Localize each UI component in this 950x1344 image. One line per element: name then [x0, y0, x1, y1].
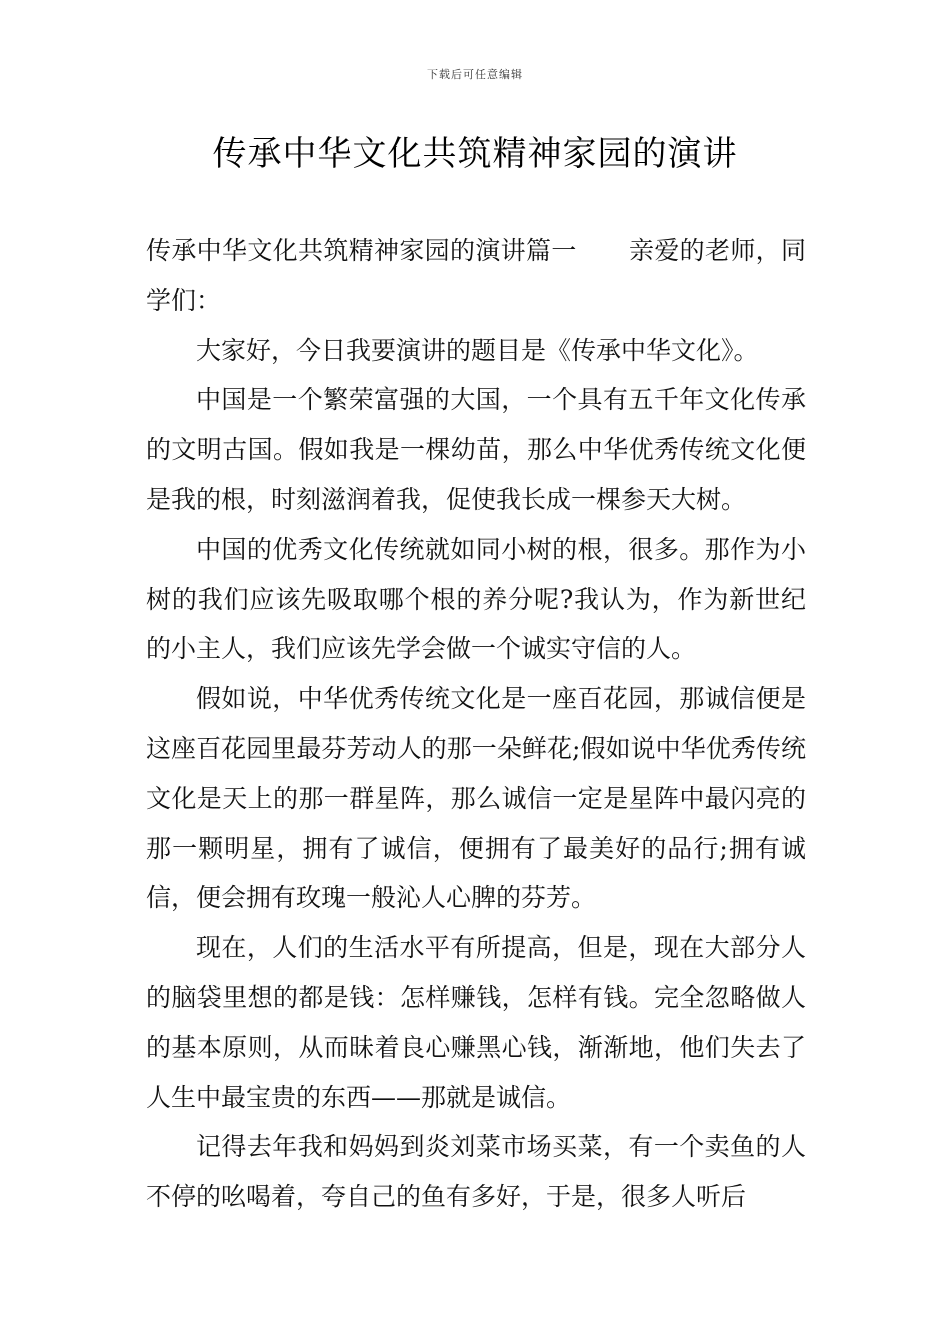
body-paragraph-6: 记得去年我和妈妈到炎刘菜市场买菜，有一个卖鱼的人不停的吆喝着，夸自己的鱼有多好，于是，很多人听后	[146, 1132, 806, 1212]
body-paragraph-4: 假如说，中华优秀传统文化是一座百花园，那诚信便是这座百花园里最芬芳动人的那一朵鲜花;假如说中华优秀传统文化是天上的那一群星阵，那么诚信一定是星阵中最闪亮的那一颗明星，拥有了诚信，便拥有了最美好的品行;拥有诚信，便会拥有玫瑰一般沁人心脾的芬芳。	[146, 684, 806, 913]
body-paragraph-5: 现在，人们的生活水平有所提高，但是，现在大部分人的脑袋里想的都是钱：怎样赚钱，怎样有钱。完全忽略做人的基本原则，从而昧着良心赚黑心钱，渐渐地，他们失去了人生中最宝贵的东西——那就是诚信。	[146, 933, 806, 1112]
document-body	[146, 226, 806, 1222]
intro-paragraph	[146, 226, 806, 326]
header-note: 下载后可任意编辑	[427, 68, 523, 81]
intro-lead: 传承中华文化共筑精神家园的演讲篇一	[146, 236, 577, 265]
intro-salutation: 亲爱的老师，同学们：	[146, 236, 806, 315]
body-paragraph-3: 中国的优秀文化传统就如同小树的根，很多。那作为小树的我们应该先吸取哪个根的养分呢?我认为，作为新世纪的小主人，我们应该先学会做一个诚实守信的人。	[146, 534, 806, 664]
body-paragraph-2: 中国是一个繁荣富强的大国，一个具有五千年文化传承的文明古国。假如我是一棵幼苗，那么中华优秀传统文化便是我的根，时刻滋润着我，促使我长成一棵参天大树。	[146, 385, 806, 514]
body-paragraph-1: 大家好，今日我要演讲的题目是《传承中华文化》。	[196, 335, 759, 365]
document-title: 传承中华文化共筑精神家园的演讲	[212, 134, 738, 174]
